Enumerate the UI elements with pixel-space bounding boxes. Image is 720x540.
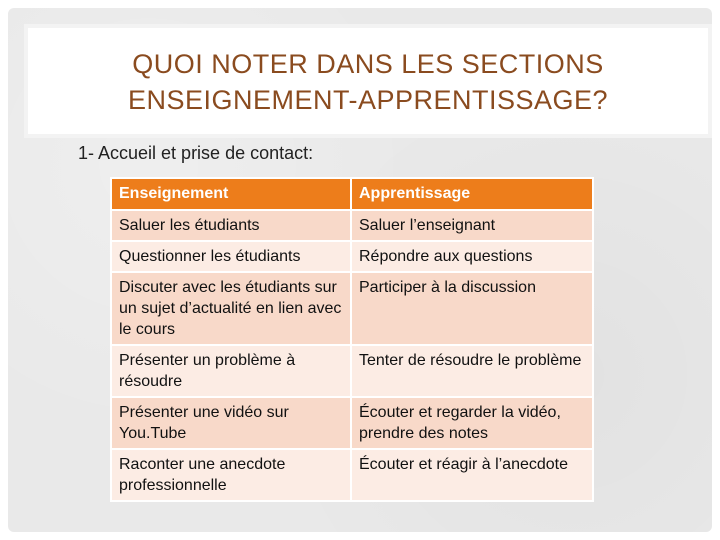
cell-enseignement: Raconter une anecdote professionnelle bbox=[111, 449, 351, 501]
cell-apprentissage: Tenter de résoudre le problème bbox=[351, 345, 593, 397]
cell-apprentissage: Saluer l’enseignant bbox=[351, 210, 593, 241]
table-row bbox=[111, 241, 593, 272]
cell-apprentissage: Répondre aux questions bbox=[351, 241, 593, 272]
table-header-row bbox=[111, 178, 593, 210]
cell-enseignement: Présenter un problème à résoudre bbox=[111, 345, 351, 397]
table-row bbox=[111, 210, 593, 241]
cell-apprentissage: Participer à la discussion bbox=[351, 272, 593, 345]
table-row bbox=[111, 449, 593, 501]
teaching-learning-table bbox=[110, 177, 594, 502]
table-row bbox=[111, 272, 593, 345]
cell-enseignement: Questionner les étudiants bbox=[111, 241, 351, 272]
header-apprentissage: Apprentissage bbox=[351, 178, 593, 210]
slide-title bbox=[28, 46, 708, 118]
cell-enseignement: Discuter avec les étudiants sur un sujet d’actualité en lien avec le cours bbox=[111, 272, 351, 345]
cell-apprentissage: Écouter et regarder la vidéo, prendre des notes bbox=[351, 397, 593, 449]
table-row bbox=[111, 397, 593, 449]
slide-title-line-1: QUOI NOTER DANS LES SECTIONS bbox=[132, 49, 604, 79]
title-box bbox=[28, 28, 708, 134]
slide-title-line-2: ENSEIGNEMENT-APPRENTISSAGE? bbox=[127, 85, 609, 115]
cell-enseignement: Saluer les étudiants bbox=[111, 210, 351, 241]
header-enseignement: Enseignement bbox=[111, 178, 351, 210]
table-row bbox=[111, 345, 593, 397]
cell-apprentissage: Écouter et réagir à l’anecdote bbox=[351, 449, 593, 501]
section-intro: 1- Accueil et prise de contact: bbox=[78, 143, 314, 163]
cell-enseignement: Présenter une vidéo sur You.Tube bbox=[111, 397, 351, 449]
